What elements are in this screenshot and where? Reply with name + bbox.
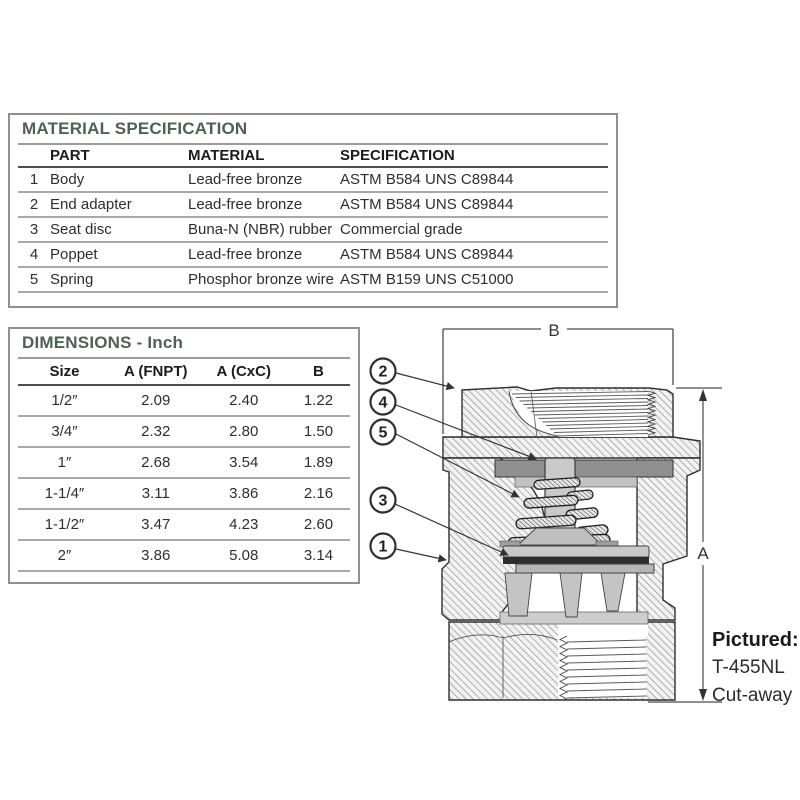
material-spec-title: MATERIAL SPECIFICATION xyxy=(22,119,248,138)
table-cell: Lead-free bronze xyxy=(188,192,340,217)
table-cell: Commercial grade xyxy=(340,217,608,242)
material-specification-panel xyxy=(8,113,618,308)
table-cell: 5.08 xyxy=(201,540,287,571)
material-spec-table xyxy=(18,143,608,293)
caption-heading: Pictured: xyxy=(712,629,799,651)
table-cell: 1-1/2″ xyxy=(18,509,111,540)
table-row xyxy=(18,540,350,571)
bridge-guide xyxy=(495,460,673,477)
column-header-a-cxc: A (CxC) xyxy=(201,358,287,385)
table-cell: 4 xyxy=(18,242,50,267)
table-row xyxy=(18,242,608,267)
dimensions-table xyxy=(18,357,350,572)
table-row xyxy=(18,478,350,509)
table-cell: Phosphor bronze wire xyxy=(188,267,340,292)
table-cell: End adapter xyxy=(50,192,188,217)
table-cell: 3/4″ xyxy=(18,416,111,447)
table-cell: 2.32 xyxy=(111,416,201,447)
callout-balloons xyxy=(371,359,396,559)
table-cell: ASTM B584 UNS C89844 xyxy=(340,242,608,267)
table-cell: 1/2″ xyxy=(18,385,111,416)
table-cell: 1.22 xyxy=(287,385,350,416)
callout-4 xyxy=(371,390,396,415)
table-cell: 2.40 xyxy=(201,385,287,416)
table-row xyxy=(18,267,608,292)
column-header-material: MATERIAL xyxy=(188,144,340,167)
caption-note: Cut-away xyxy=(712,685,793,706)
dimension-a-label: A xyxy=(697,544,709,563)
caption-model: T-455NL xyxy=(712,657,785,678)
guide-plate xyxy=(516,564,654,573)
dimensions-panel xyxy=(8,327,360,584)
guide-legs xyxy=(505,573,625,617)
table-cell: Poppet xyxy=(50,242,188,267)
table-row xyxy=(18,416,350,447)
table-cell: 2 xyxy=(18,192,50,217)
svg-text:2: 2 xyxy=(378,363,388,381)
table-cell: 3.86 xyxy=(201,478,287,509)
table-cell: Lead-free bronze xyxy=(188,167,340,192)
table-cell: Spring xyxy=(50,267,188,292)
arrow-up-icon xyxy=(699,389,707,401)
table-cell: 1.50 xyxy=(287,416,350,447)
table-cell: ASTM B159 UNS C51000 xyxy=(340,267,608,292)
table-cell: 2.80 xyxy=(201,416,287,447)
column-header-number xyxy=(18,144,50,167)
table-cell: Lead-free bronze xyxy=(188,242,340,267)
dimension-b-label: B xyxy=(548,321,560,340)
table-cell: 3.11 xyxy=(111,478,201,509)
table-cell: 1.89 xyxy=(287,447,350,478)
arrow-down-icon xyxy=(699,689,707,701)
callout-1 xyxy=(371,534,396,559)
table-row xyxy=(18,167,608,192)
column-header-part: PART xyxy=(50,144,188,167)
table-cell: ASTM B584 UNS C89844 xyxy=(340,167,608,192)
table-cell: 1 xyxy=(18,167,50,192)
table-cell: 5 xyxy=(18,267,50,292)
column-header-specification: SPECIFICATION xyxy=(340,144,608,167)
dimensions-title: DIMENSIONS - Inch xyxy=(22,333,184,352)
table-cell: Seat disc xyxy=(50,217,188,242)
table-cell: 3.86 xyxy=(111,540,201,571)
table-cell: 3.54 xyxy=(201,447,287,478)
table-cell: 4.23 xyxy=(201,509,287,540)
table-cell: 1″ xyxy=(18,447,111,478)
callout-3 xyxy=(371,488,396,513)
svg-text:5: 5 xyxy=(378,424,388,442)
table-row xyxy=(18,447,350,478)
poppet-disc xyxy=(503,546,649,557)
table-cell: 1-1/4″ xyxy=(18,478,111,509)
pictured-caption xyxy=(712,627,800,710)
table-cell: Buna-N (NBR) rubber xyxy=(188,217,340,242)
callout-5 xyxy=(371,420,396,445)
table-row xyxy=(18,509,350,540)
table-cell: 2.68 xyxy=(111,447,201,478)
table-cell: ASTM B584 UNS C89844 xyxy=(340,192,608,217)
table-cell: 2.60 xyxy=(287,509,350,540)
table-cell: 3 xyxy=(18,217,50,242)
column-header-b: B xyxy=(287,358,350,385)
table-cell: 2″ xyxy=(18,540,111,571)
table-row xyxy=(18,192,608,217)
column-header-size: Size xyxy=(18,358,111,385)
table-cell: 2.16 xyxy=(287,478,350,509)
table-cell: 2.09 xyxy=(111,385,201,416)
svg-text:1: 1 xyxy=(378,538,388,556)
column-header-a-fnpt: A (FNPT) xyxy=(111,358,201,385)
svg-text:3: 3 xyxy=(378,492,388,510)
svg-text:4: 4 xyxy=(378,394,388,412)
table-row xyxy=(18,217,608,242)
table-cell: 3.47 xyxy=(111,509,201,540)
table-row xyxy=(18,385,350,416)
seat-disc xyxy=(503,557,649,564)
table-header-row xyxy=(18,358,350,385)
table-cell: Body xyxy=(50,167,188,192)
callout-2 xyxy=(371,359,396,384)
table-cell: 3.14 xyxy=(287,540,350,571)
table-header-row xyxy=(18,144,608,167)
